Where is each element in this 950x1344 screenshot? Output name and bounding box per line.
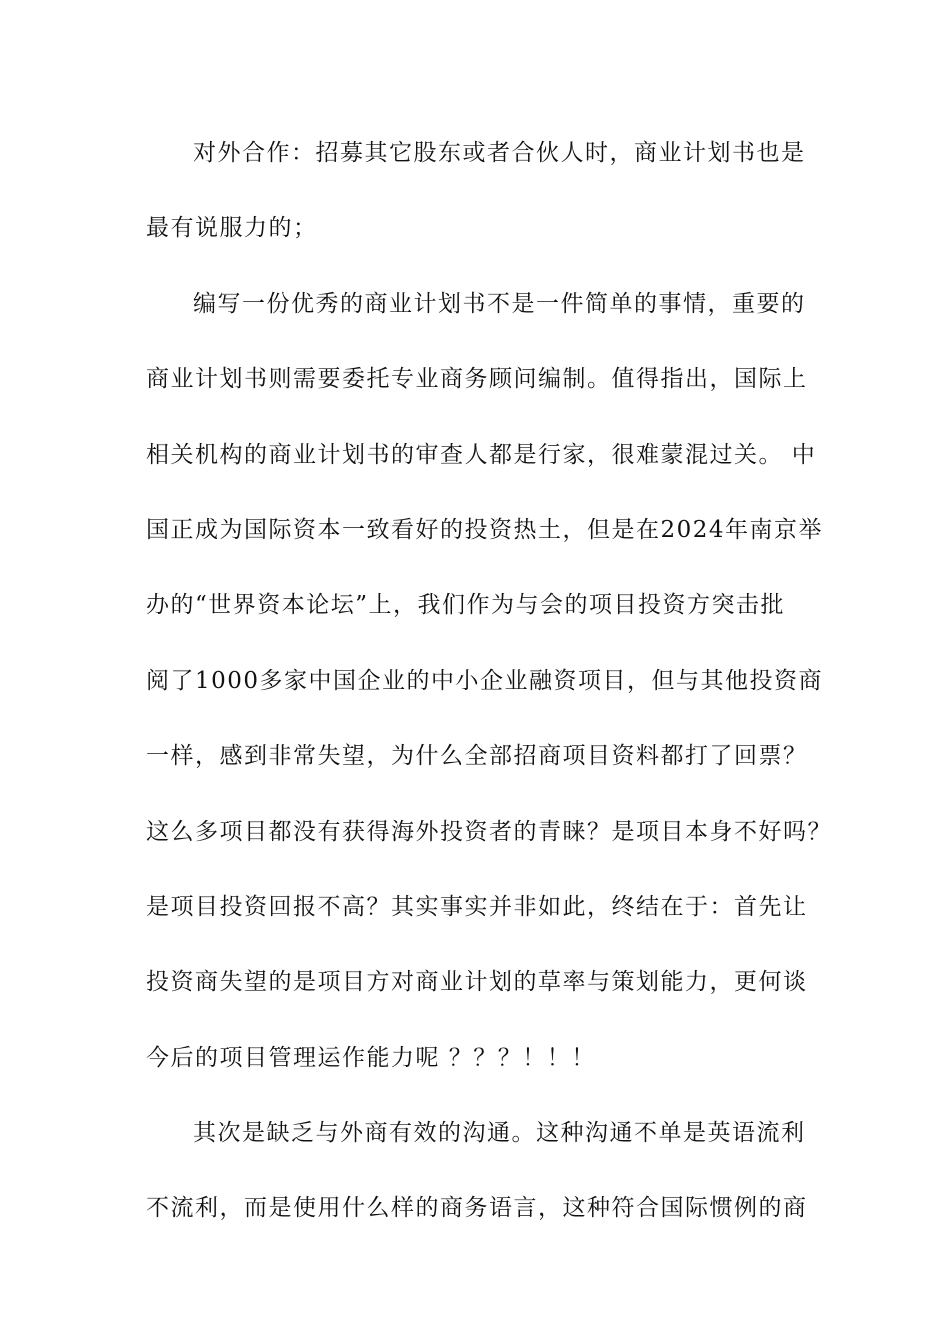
text-line: 投资商失望的是项目方对商业计划的草率与策划能力，更何谈 <box>146 969 808 996</box>
text-line: 是项目投资回报不高？其实事实并非如此，终结在于：首先让 <box>146 893 808 920</box>
text-line: 一样，感到非常失望，为什么全部招商项目资料都打了回票？ <box>146 743 808 770</box>
text-line: 阅了1000多家中国企业的中小企业融资项目，但与其他投资商 <box>146 667 824 694</box>
text-line: 最有说服力的； <box>146 215 318 242</box>
text-line: 办的“世界资本论坛”上，我们作为与会的项目投资方突击批 <box>146 592 786 619</box>
text-line: 国正成为国际资本一致看好的投资热土，但是在2024年南京举 <box>146 516 824 543</box>
text-line: 今后的项目管理运作能力呢 ？？？！！！ <box>146 1044 596 1071</box>
text-line: 对外合作：招募其它股东或者合伙人时，商业计划书也是 <box>193 140 806 166</box>
text-line: 不流利，而是使用什么样的商务语言，这种符合国际惯例的商 <box>146 1195 808 1222</box>
text-line: 商业计划书则需要委托专业商务顾问编制。值得指出，国际上 <box>146 366 808 393</box>
body-text <box>146 127 832 1258</box>
text-line: 编写一份优秀的商业计划书不是一件简单的事情，重要的 <box>193 290 806 317</box>
text-line: 其次是缺乏与外商有效的沟通。这种沟通不单是英语流利 <box>193 1120 806 1147</box>
text-line: 相关机构的商业计划书的审查人都是行家，很难蒙混过关。 中 <box>146 441 817 468</box>
text-line: 这么多项目都没有获得海外投资者的青睐？是项目本身不好吗？ <box>146 818 832 845</box>
